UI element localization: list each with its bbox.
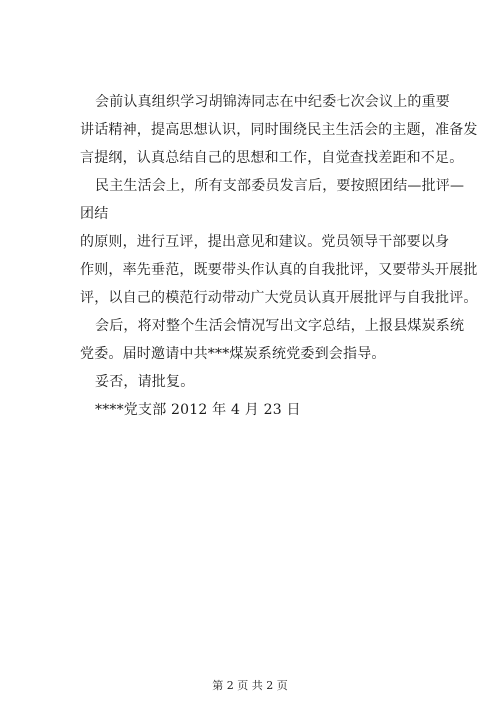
text-line: 会前认真组织学习胡锦涛同志在中纪委七次会议上的重要 bbox=[95, 94, 450, 110]
text-line: 作则，率先垂范，既要带头作认真的自我批评，又要带头开展批 bbox=[80, 262, 478, 278]
text-line: 言提纲，认真总结自己的思想和工作，自觉查找差距和不足。 bbox=[80, 150, 464, 166]
text-line: 会后，将对整个生活会情况写出文字总结，上报县煤炭系统 bbox=[95, 318, 465, 334]
text-line: 民主生活会上，所有支部委员发言后，要按照团结—批评— bbox=[95, 178, 465, 194]
text-line: 党委。届时邀请中共***煤炭系统党委到会指导。 bbox=[80, 346, 386, 362]
text-line: ****党支部 2012 年 4 月 23 日 bbox=[95, 402, 301, 418]
page-indicator: 第 2 页 共 2 页 bbox=[212, 679, 288, 692]
text-line: 讲话精神，提高思想认识，同时围绕民主生活会的主题，准备发 bbox=[80, 122, 478, 138]
text-line: 评，以自己的模范行动带动广大党员认真开展批评与自我批评。 bbox=[80, 290, 478, 306]
text-line: 的原则，进行互评，提出意见和建议。党员领导干部要以身 bbox=[80, 234, 450, 250]
text-line: 团结 bbox=[80, 206, 109, 222]
text-line: 妥否，请批复。 bbox=[95, 374, 195, 390]
